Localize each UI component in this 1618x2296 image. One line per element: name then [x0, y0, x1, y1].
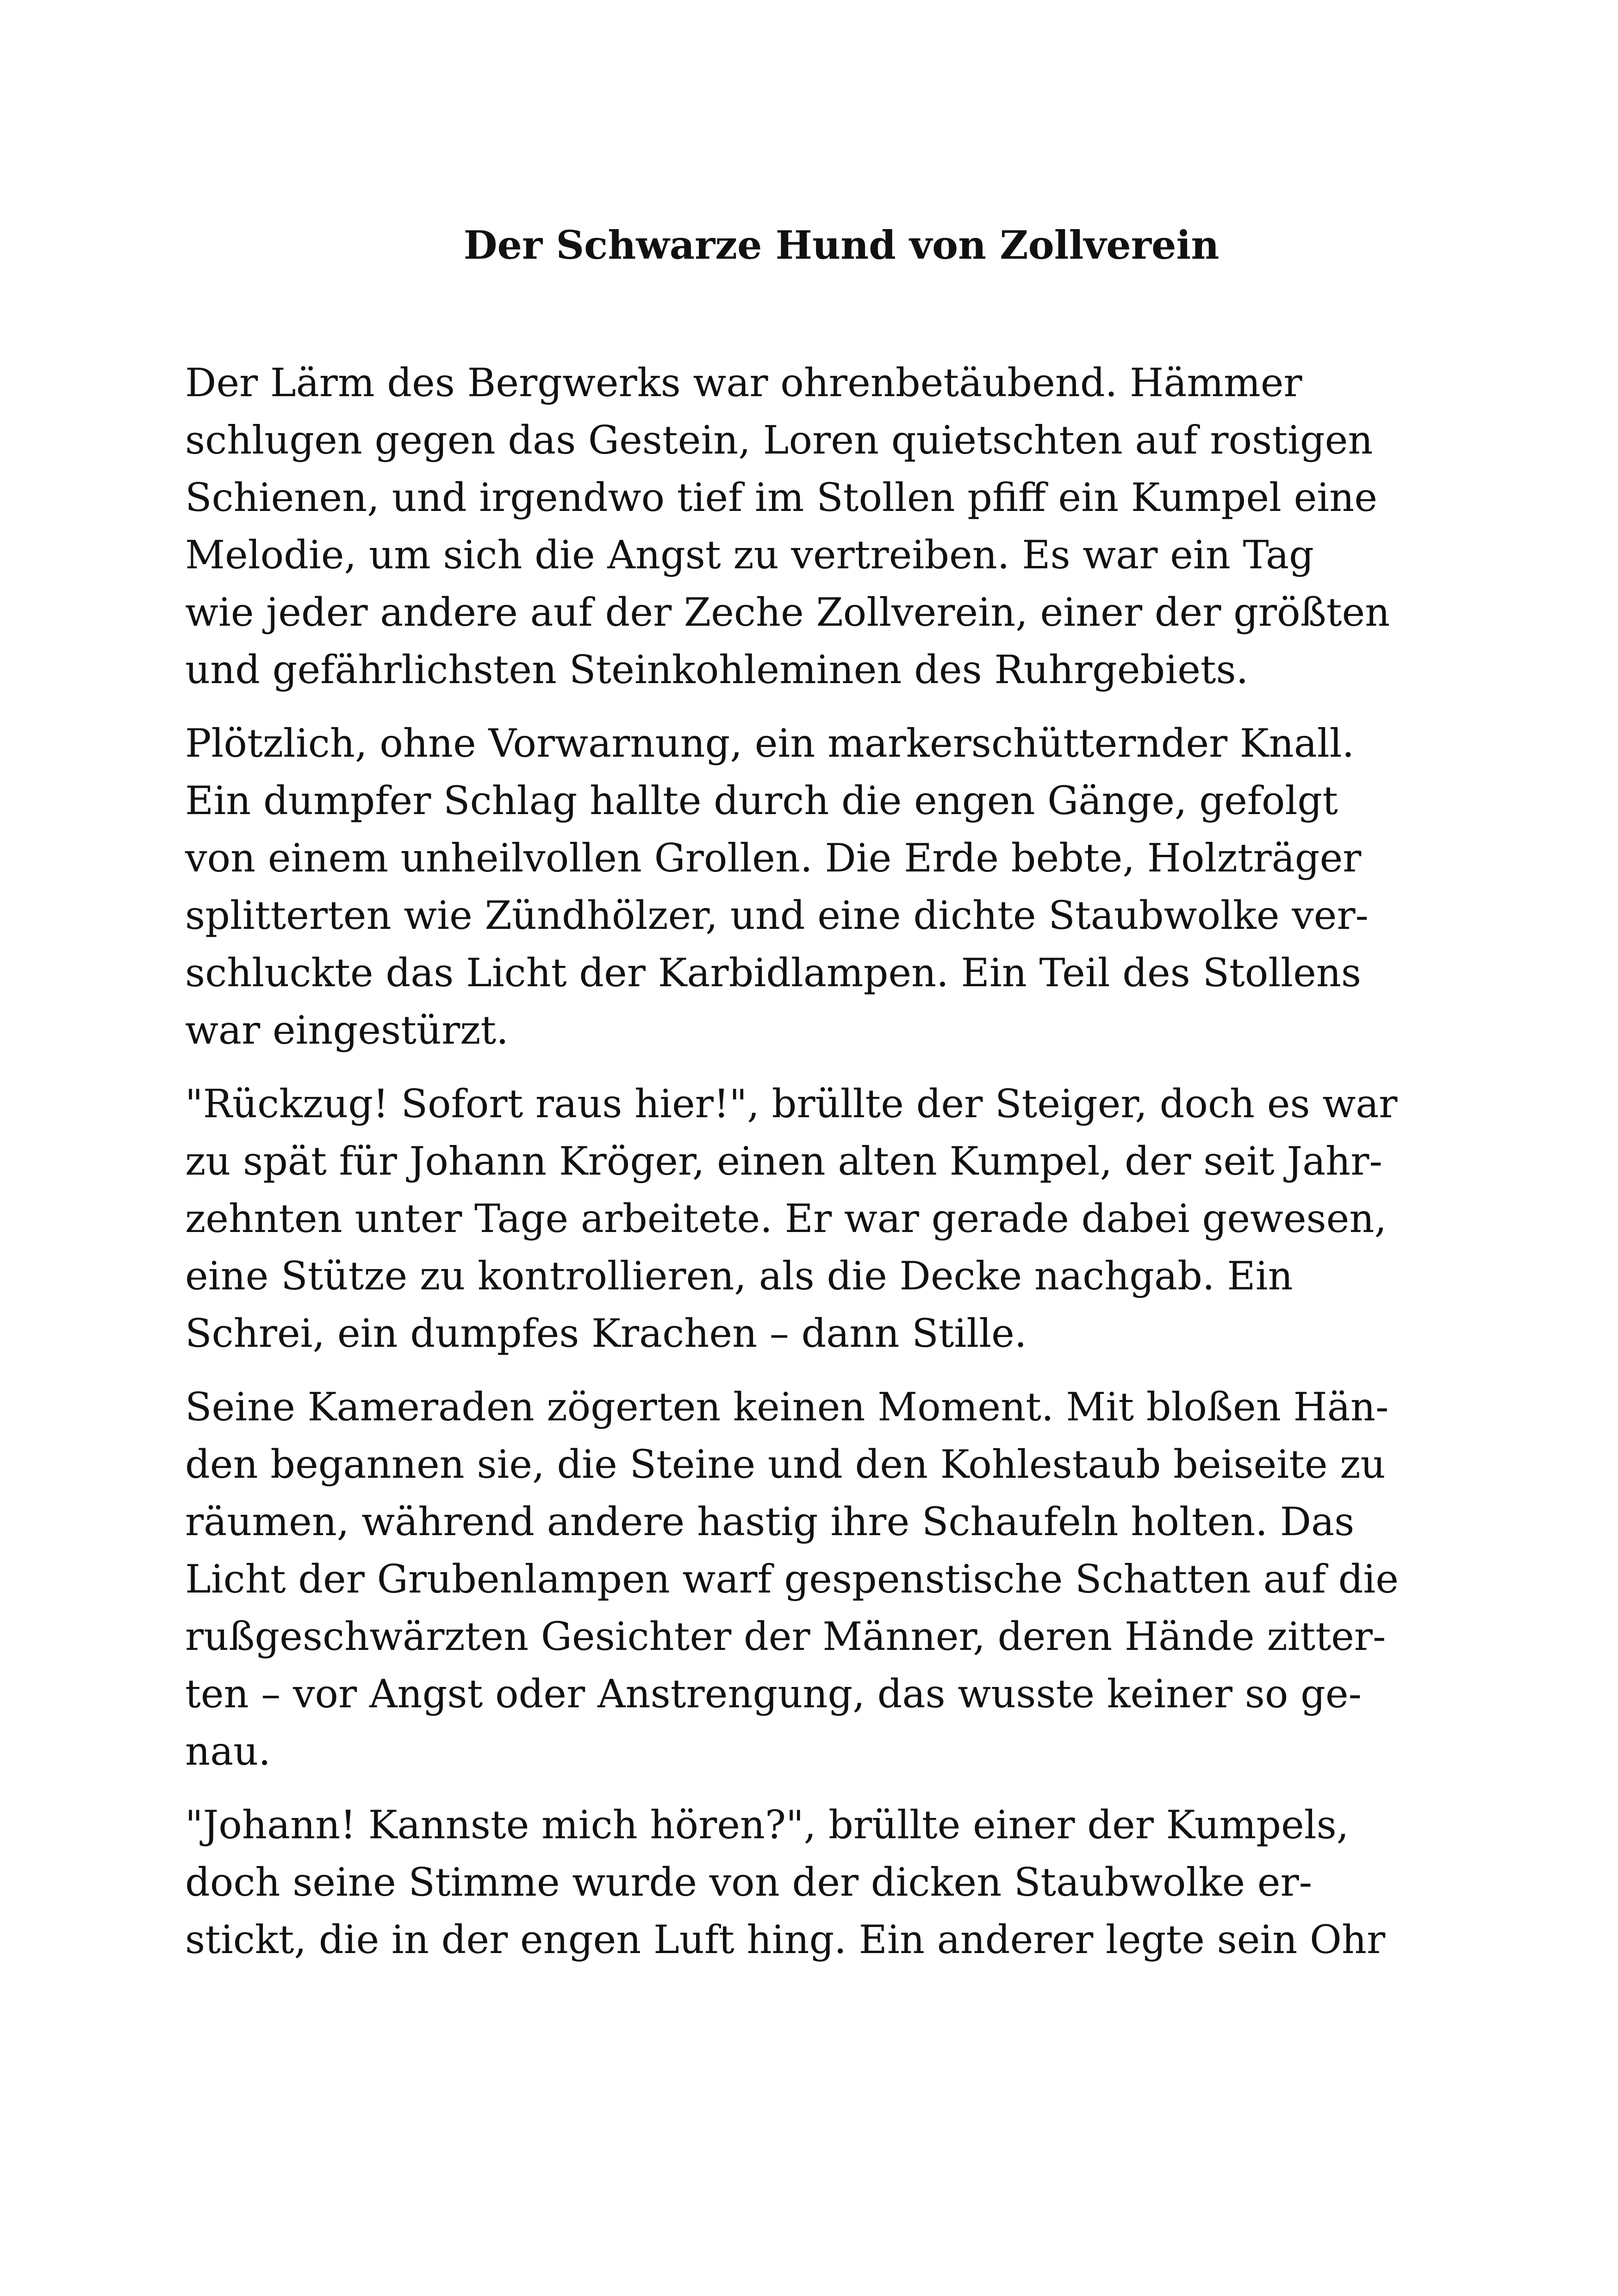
text-line: Seine Kameraden zögerten keinen Moment. Mit bloßen Hän-: [185, 1384, 1389, 1430]
text-line: Plötzlich, ohne Vorwarnung, ein markerschütternder Knall.: [185, 721, 1355, 766]
text-line: schluckte das Licht der Karbidlampen. Ein Teil des Stollens: [185, 950, 1361, 996]
text-line: von einem unheilvollen Grollen. Die Erde bebte, Holzträger: [185, 835, 1362, 881]
text-line: den begannen sie, die Steine und den Kohlestaub beiseite zu: [185, 1442, 1386, 1487]
text-line: räumen, während andere hastig ihre Schaufeln holten. Das: [185, 1499, 1355, 1544]
paragraph-5: [185, 1796, 1435, 1968]
text-line: Ein dumpfer Schlag hallte durch die engen Gänge, gefolgt: [185, 778, 1338, 823]
text-line: rußgeschwärzten Gesichter der Männer, deren Hände zitter-: [185, 1614, 1386, 1659]
text-line: zu spät für Johann Kröger, einen alten Kumpel, der seit Jahr-: [185, 1139, 1382, 1184]
text-line: splitterten wie Zündhölzer, und eine dichte Staubwolke ver-: [185, 893, 1369, 938]
text-line: "Johann! Kannste mich hören?", brüllte einer der Kumpels,: [185, 1802, 1349, 1848]
text-line: stickt, die in der engen Luft hing. Ein anderer legte sein Ohr: [185, 1917, 1386, 1962]
text-line: zehnten unter Tage arbeitete. Er war gerade dabei gewesen,: [185, 1196, 1387, 1241]
text-line: Schrei, ein dumpfes Krachen – dann Stille.: [185, 1311, 1027, 1356]
text-line: ten – vor Angst oder Anstrengung, das wusste keiner so ge-: [185, 1671, 1362, 1717]
text-line: und gefährlichsten Steinkohleminen des Ruhrgebiets.: [185, 647, 1249, 692]
text-line: wie jeder andere auf der Zeche Zollverein, einer der größten: [185, 590, 1390, 635]
text-line: Schienen, und irgendwo tief im Stollen pfiff ein Kumpel eine: [185, 475, 1377, 520]
paragraph-1: [185, 354, 1435, 698]
text-line: "Rückzug! Sofort raus hier!", brüllte der Steiger, doch es war: [185, 1081, 1398, 1126]
text-line: nau.: [185, 1729, 271, 1774]
text-line: Melodie, um sich die Angst zu vertreiben. Es war ein Tag: [185, 532, 1314, 578]
text-line: Der Lärm des Bergwerks war ohrenbetäubend. Hämmer: [185, 360, 1302, 405]
text-line: doch seine Stimme wurde von der dicken Staubwolke er-: [185, 1860, 1313, 1905]
paragraph-4: [185, 1378, 1435, 1780]
text-line: eine Stütze zu kontrollieren, als die Decke nachgab. Ein: [185, 1253, 1293, 1299]
text-line: schlugen gegen das Gestein, Loren quietschten auf rostigen: [185, 417, 1373, 463]
text-line: war eingestürzt.: [185, 1008, 509, 1053]
document-title: Der Schwarze Hund von Zollverein: [463, 222, 1220, 268]
story-body: [185, 354, 1435, 1985]
text-line: Licht der Grubenlampen warf gespenstische Schatten auf die: [185, 1556, 1399, 1602]
paragraph-3: [185, 1075, 1435, 1362]
paragraph-2: [185, 715, 1435, 1059]
